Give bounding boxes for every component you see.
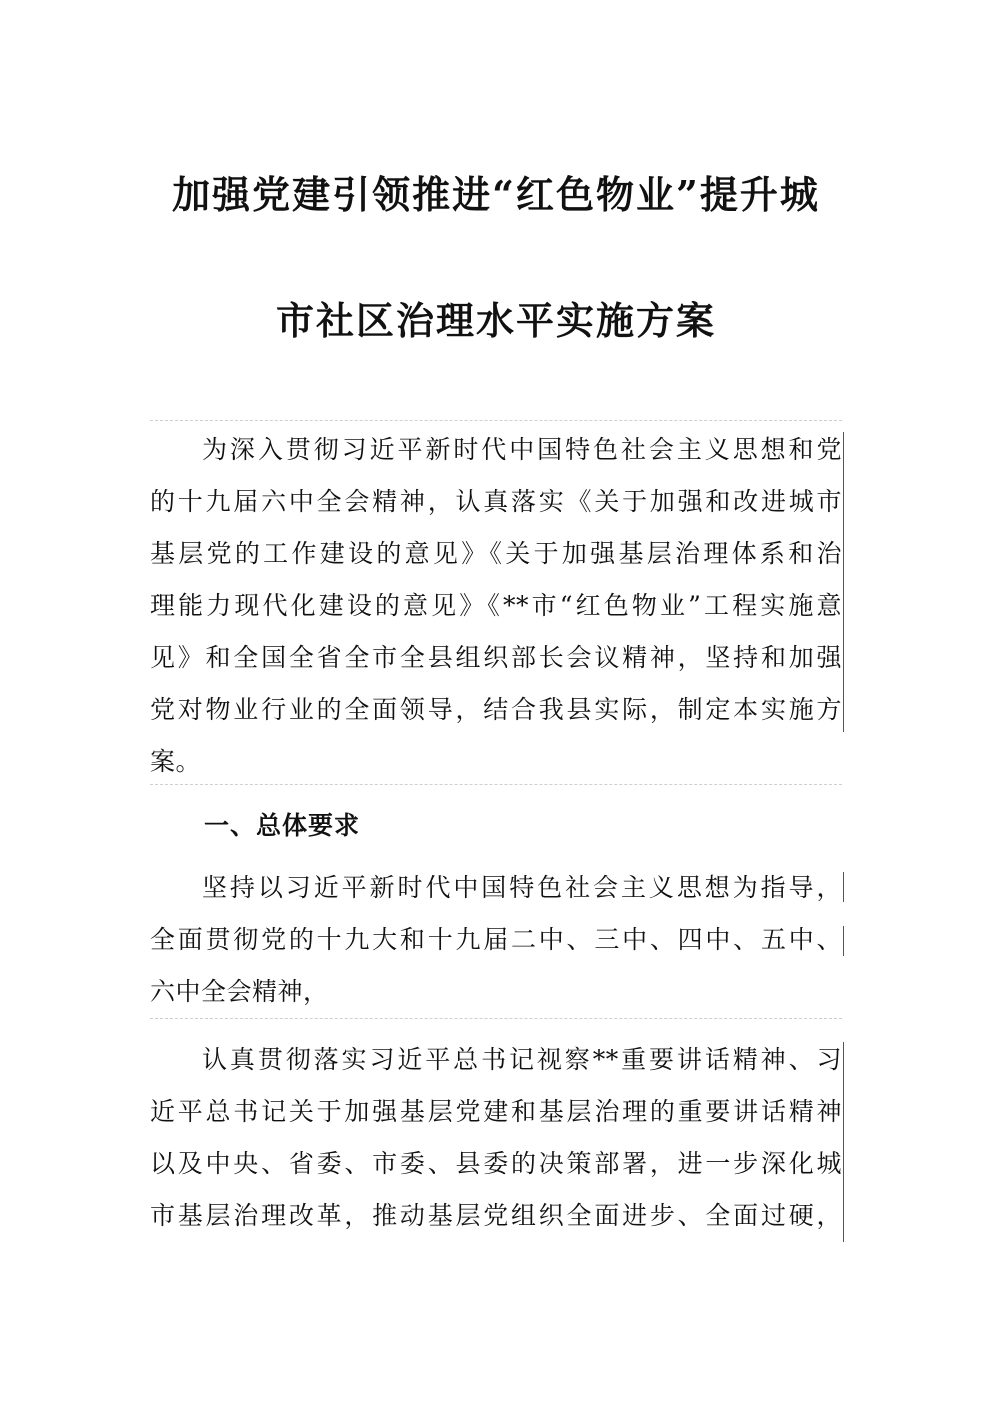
margin-bar [843, 926, 844, 956]
paragraph-line: 六中全会精神， [150, 977, 329, 1006]
margin-bar [843, 1042, 844, 1242]
divider [150, 420, 842, 421]
paragraph-line: 近平总书记关于加强基层党建和基层治理的重要讲话精神 [150, 1097, 842, 1126]
intro-line: 见》和全国全省全市全县组织部长会议精神，坚持和加强 [150, 643, 842, 672]
intro-line: 党对物业行业的全面领导，结合我县实际，制定本实施方 [150, 695, 842, 724]
divider [150, 1018, 842, 1019]
intro-paragraph [150, 420, 842, 784]
intro-line: 基层党的工作建设的意见》《关于加强基层治理体系和治 [150, 539, 842, 568]
document-title-line-1: 加强党建引领推进“红色物业”提升城 [172, 172, 820, 217]
intro-line: 理能力现代化建设的意见》《**市“红色物业”工程实施意 [150, 591, 842, 620]
margin-bar [843, 432, 844, 732]
paragraph-line: 以及中央、省委、市委、县委的决策部署，进一步深化城 [150, 1149, 842, 1178]
paragraph-line: 市基层治理改革，推动基层党组织全面进步、全面过硬， [150, 1201, 842, 1230]
divider [150, 784, 842, 785]
section-heading: 一、总体要求 [204, 811, 361, 840]
paragraph-line: 全面贯彻党的十九大和十九届二中、三中、四中、五中、 [150, 925, 842, 954]
intro-line: 的十九届六中全会精神，认真落实《关于加强和改进城市 [150, 487, 842, 516]
paragraph-line: 认真贯彻落实习近平总书记视察**重要讲话精神、习 [202, 1045, 842, 1074]
intro-line: 为深入贯彻习近平新时代中国特色社会主义思想和党 [202, 435, 842, 464]
margin-bar [843, 872, 844, 902]
section1-paragraph-1 [150, 850, 842, 1018]
paragraph-line: 坚持以习近平新时代中国特色社会主义思想为指导， [202, 873, 842, 902]
document-title-line-2: 市社区治理水平实施方案 [275, 298, 716, 343]
intro-line: 案。 [150, 747, 202, 776]
section1-paragraph-2 [150, 1030, 842, 1240]
